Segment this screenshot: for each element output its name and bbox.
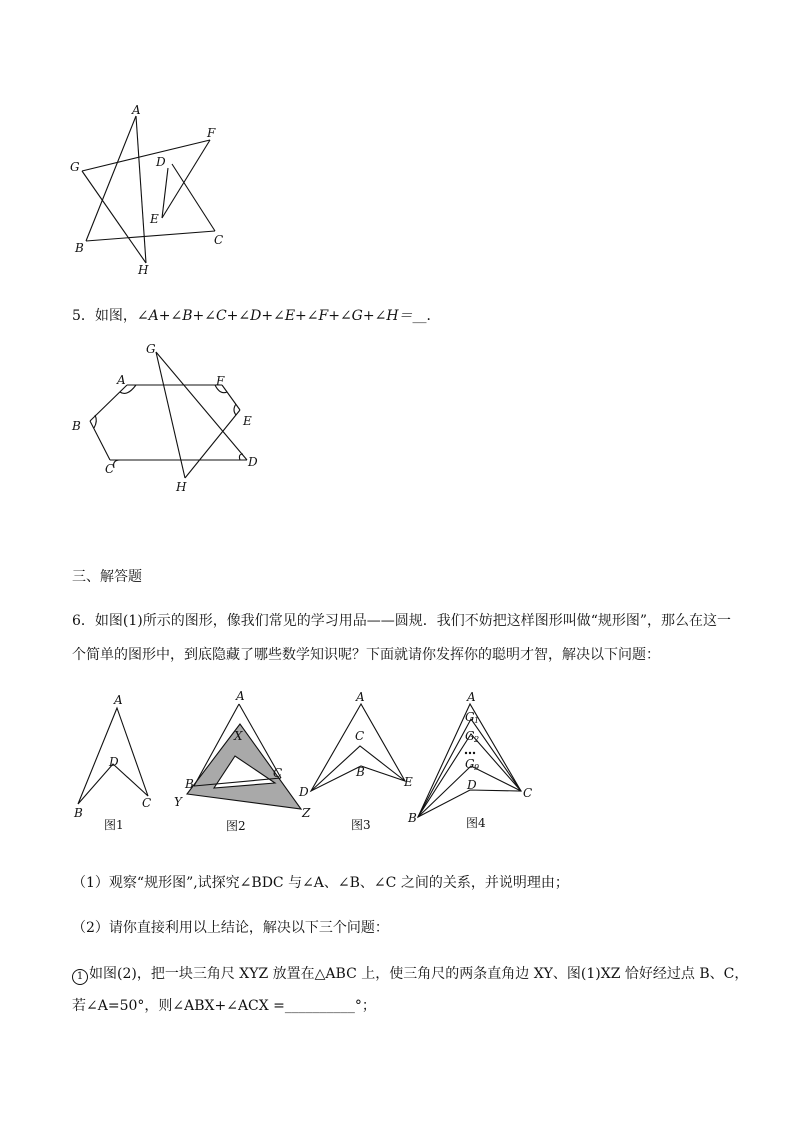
fig4-label-b: B <box>408 811 417 825</box>
fig3-label-d: D <box>299 785 309 799</box>
fig1-label-b: B <box>74 806 83 820</box>
fig3-label-e: E <box>404 775 413 789</box>
segment-bc <box>86 231 215 241</box>
fig2-label-y: Y <box>174 795 182 809</box>
figure-row <box>66 686 556 836</box>
fig1-caption: 图1 <box>104 818 124 832</box>
item-1-marker: 1 <box>72 969 88 985</box>
fig3-caption: 图3 <box>351 818 371 832</box>
label-h: H <box>138 263 149 277</box>
fig4-caption: 图4 <box>466 816 486 830</box>
fig4-sub-1: 1 <box>474 716 480 725</box>
fig2-label-x: X <box>234 729 243 743</box>
fig3-label-a: A <box>356 690 365 704</box>
item-1-blank: __________ <box>284 998 355 1014</box>
fig2-label-c: C <box>273 766 283 780</box>
part-2: （2）请你直接利用以上结论，解决以下三个问题： <box>72 920 389 936</box>
segment-gd <box>156 352 247 460</box>
item-1-line2 <box>72 996 376 1016</box>
label-e: E <box>243 414 252 428</box>
figure-hexagon <box>60 335 280 505</box>
fig2-label-b: B <box>185 777 194 791</box>
angle-mark-c <box>114 460 120 468</box>
fig4-label-g1: G <box>465 710 475 724</box>
fig4-label-a: A <box>467 690 476 704</box>
q5-prefix: 5．如图， <box>72 308 137 324</box>
question-6-line1: 6．如图(1)所示的图形，像我们常见的学习用品——圆规．我们不妨把这样图形叫做“规形图”，那么在这一 <box>72 613 732 629</box>
angle-mark-e <box>234 404 236 415</box>
label-d: D <box>156 155 166 169</box>
q5-formula: ∠A+∠B+∠C+∠D+∠E+∠F+∠G+∠H＝ <box>136 308 413 324</box>
fig4-sub-2: 2 <box>474 735 480 744</box>
figure-star-ah <box>60 100 240 280</box>
label-d: D <box>248 455 258 469</box>
label-b: B <box>72 419 81 433</box>
label-f: F <box>216 374 225 388</box>
segment-bc <box>90 421 110 460</box>
fig4-label-g9: G <box>465 757 475 771</box>
label-a: A <box>132 103 141 117</box>
fig4-label-d: D <box>467 778 477 792</box>
q5-blank: __ <box>412 308 427 324</box>
q5-suffix: ． <box>426 308 441 324</box>
label-c: C <box>105 462 115 476</box>
question-5 <box>72 306 441 326</box>
segment-gh <box>156 352 185 478</box>
segment-eh <box>185 410 240 478</box>
label-b: B <box>75 241 84 255</box>
label-g: G <box>70 160 80 174</box>
label-f: F <box>207 126 216 140</box>
item-1-text: 如图(2)，把一块三角尺 XYZ 放置在△ABC 上，使三角尺的两条直角边 XY、图(1)XZ 恰好经过点 B、C， <box>89 966 749 982</box>
item-1-line2-suffix: °； <box>354 998 376 1014</box>
figure-2 <box>187 704 301 809</box>
fig2-label-a: A <box>236 689 245 703</box>
label-g: G <box>146 342 156 356</box>
segment-gh <box>82 171 146 263</box>
segment-fe <box>222 385 240 410</box>
fig1-label-c: C <box>142 796 152 810</box>
section-title: 三、解答题 <box>72 569 142 585</box>
fig1-label-d: D <box>109 755 119 769</box>
fig4-label-c: C <box>523 786 533 800</box>
label-a: A <box>117 373 126 387</box>
segment-gf <box>82 140 210 171</box>
label-h: H <box>176 480 187 494</box>
fig1-label-a: A <box>114 693 123 707</box>
segment-ah <box>136 116 146 263</box>
fig3-label-b: B <box>356 765 365 779</box>
label-c: C <box>214 233 224 247</box>
fig4-g2 <box>418 734 521 817</box>
fig4-label-g2: G <box>465 729 475 743</box>
segment-dc <box>172 164 215 231</box>
segment-ab <box>86 116 136 241</box>
label-e: E <box>150 212 159 226</box>
item-1-line2-prefix: 若∠A=50°，则∠ABX+∠ACX = <box>72 998 285 1014</box>
fig4-sub-9: 9 <box>474 763 480 772</box>
segment-f <box>210 140 216 231</box>
fig3-label-c: C <box>355 729 365 743</box>
fig2-caption: 图2 <box>226 819 246 833</box>
fig2-label-z: Z <box>302 806 311 820</box>
question-6-line2: 个简单的图形中，到底隐藏了哪些数学知识呢？下面就请你发挥你的聪明才智，解决以下问题： <box>72 647 660 663</box>
item-1-line1 <box>72 964 748 985</box>
part-1: （1）观察“规形图”,试探究∠BDC 与∠A、∠B、∠C 之间的关系，并说明理由； <box>72 875 569 891</box>
